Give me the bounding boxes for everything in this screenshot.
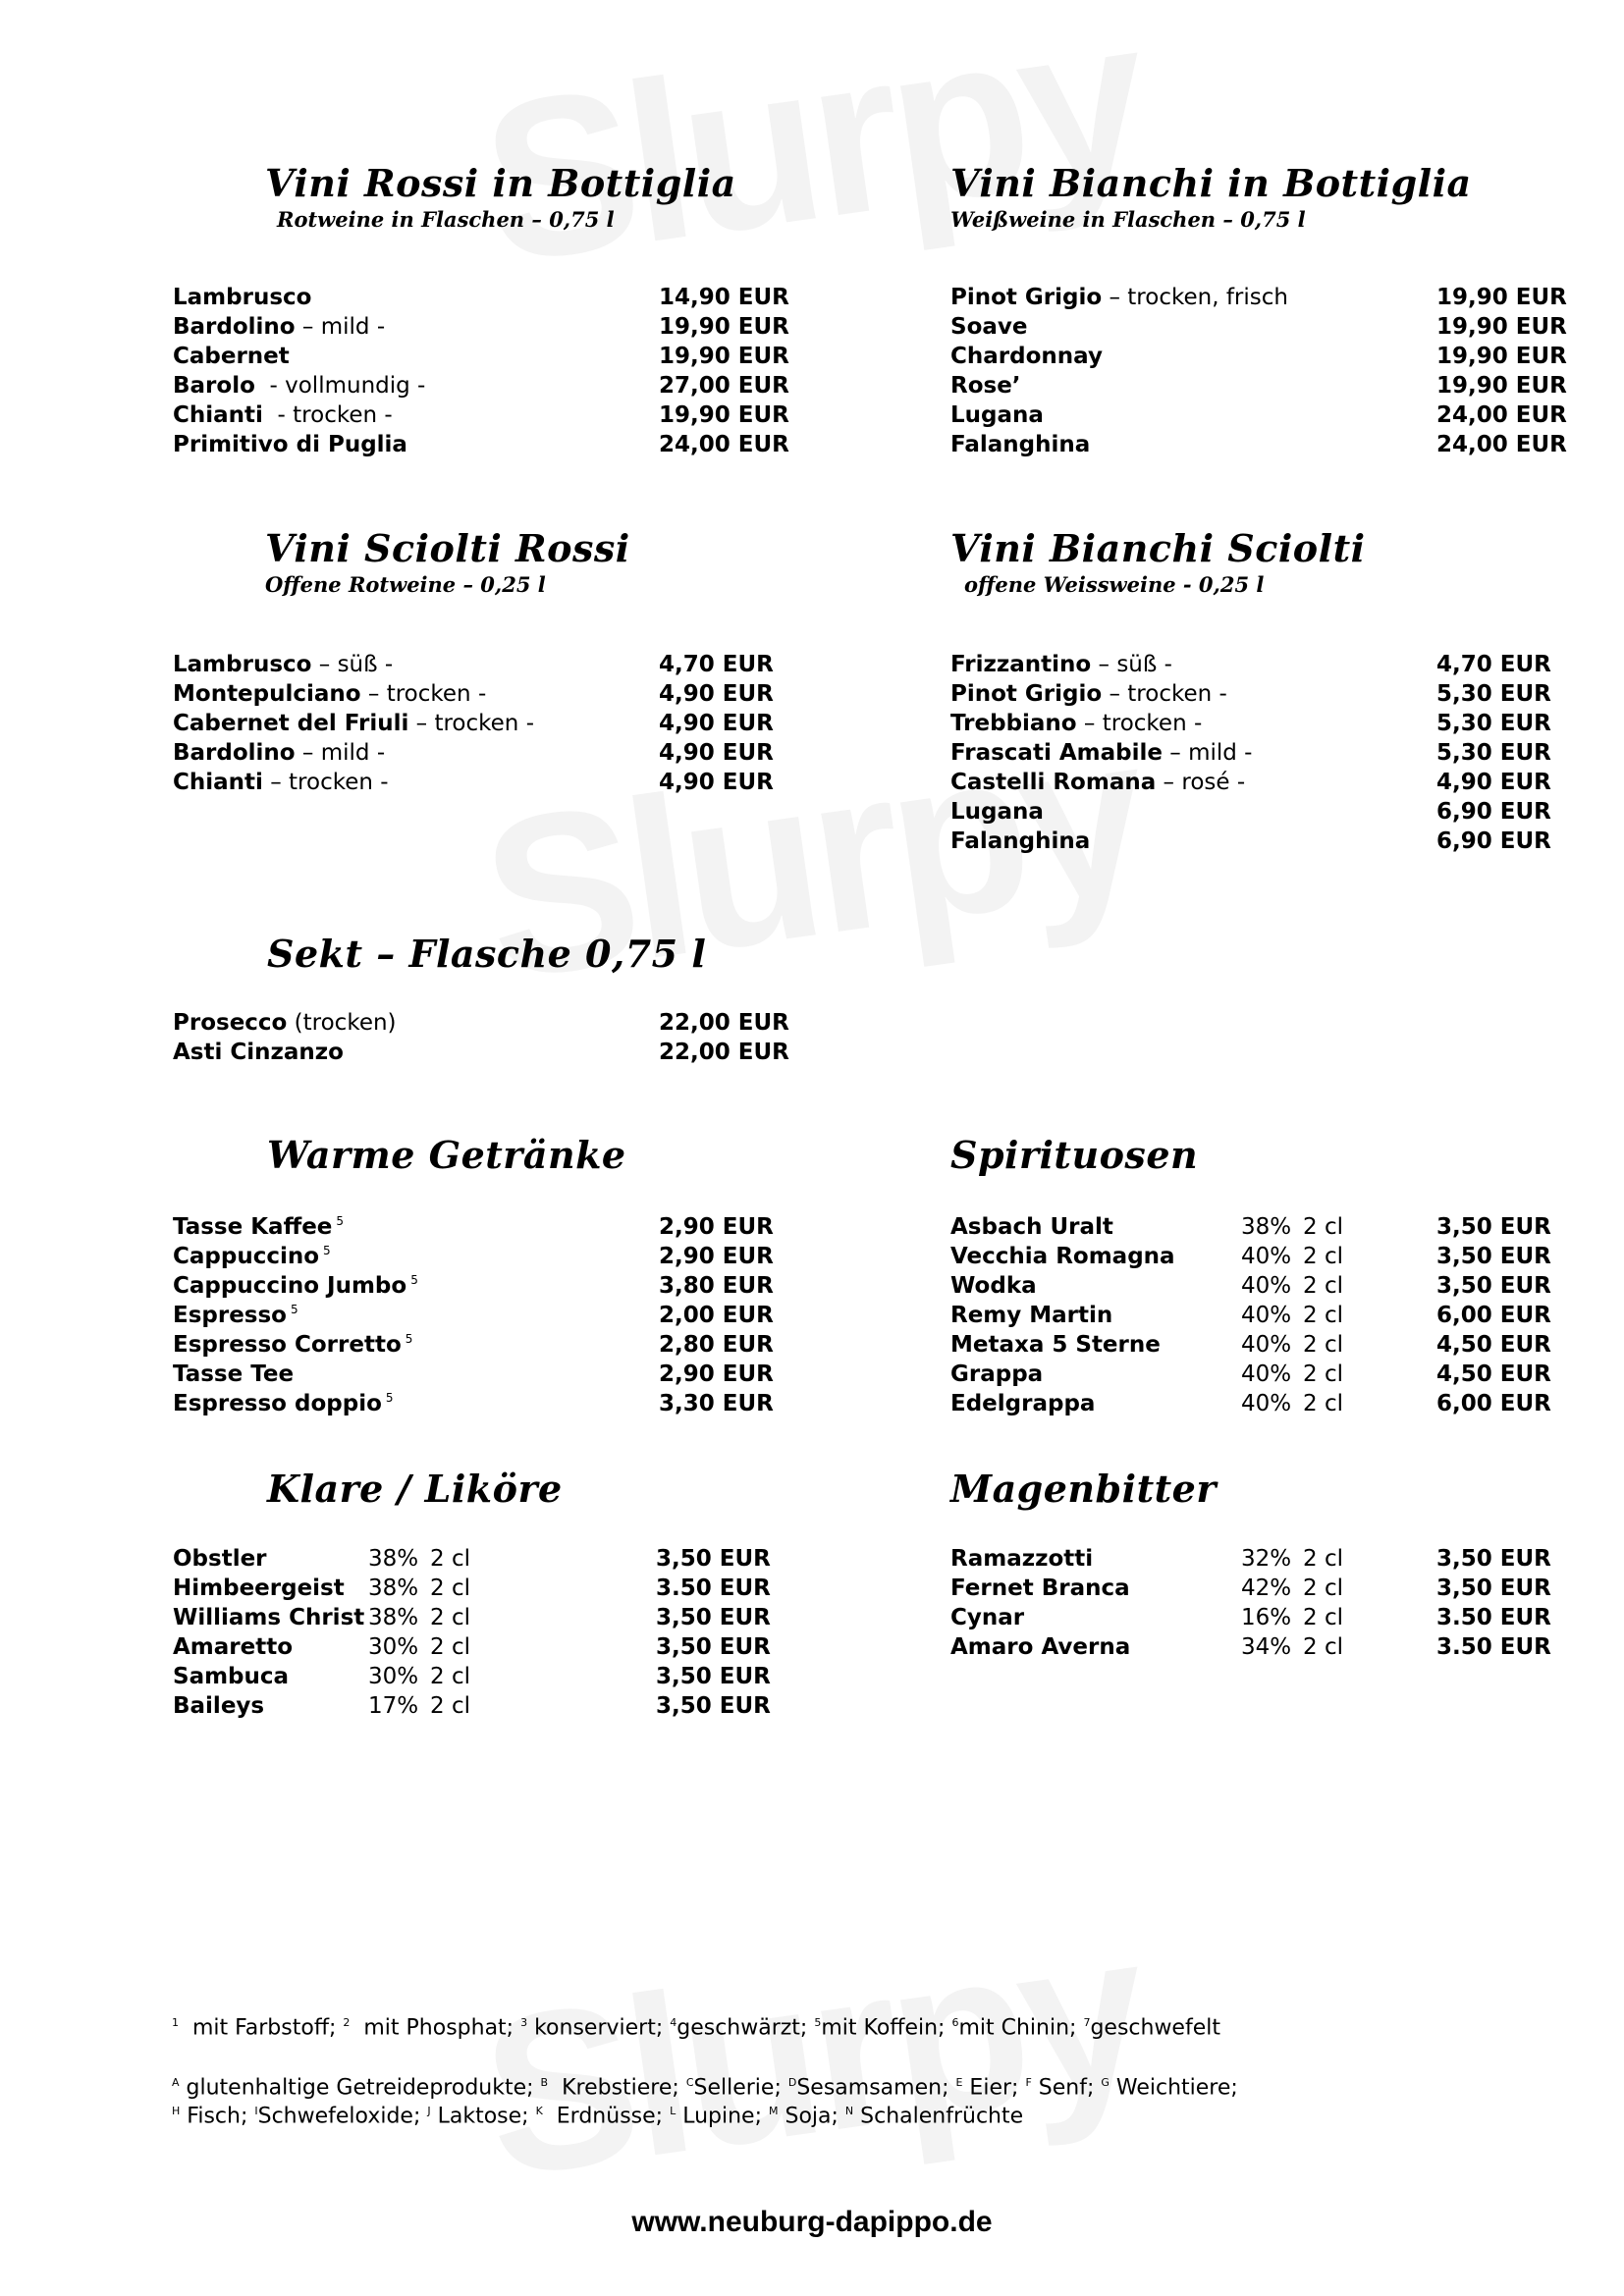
item-name: Asbach Uralt [950,1214,1113,1240]
item-price: 3.50 EUR [1436,1605,1551,1630]
footnote-marker: K [535,2105,543,2117]
item-price: 4,50 EUR [1436,1332,1551,1358]
item-name: Lugana [950,799,1044,825]
item-price: 19,90 EUR [1436,285,1567,310]
item-name: Chianti [173,770,263,795]
section-warme-header [267,1134,626,1177]
item-size: 2 cl [1303,1605,1343,1630]
footnote-allergens-2 [172,2097,1023,2130]
item-price: 2,90 EUR [659,1214,774,1240]
menu-item [950,1271,1551,1301]
item-name: Himbeergeist [173,1575,345,1601]
list-bianchi-sciolti [950,650,1551,856]
menu-item [950,283,1567,312]
footnote-marker: 4 [670,2016,677,2029]
footnote-text: mit Phosphat; [350,2015,521,2041]
list-rossi-bottiglia [173,283,789,459]
item-abv: 38% [368,1546,419,1572]
item-price: 24,00 EUR [1436,402,1567,428]
menu-item [173,1632,771,1662]
footnote-marker: J [427,2105,431,2117]
menu-item [950,709,1551,738]
menu-item [950,1301,1551,1330]
item-note: – trocken - [408,711,534,736]
section-subtitle: Weißweine in Flaschen – 0,75 l [950,207,1306,232]
item-name: Tasse Tee [173,1362,295,1387]
item-footnote-ref: 5 [405,1332,413,1346]
menu-item [173,1574,771,1603]
item-price: 4,50 EUR [1436,1362,1551,1387]
item-abv: 40% [1241,1303,1292,1328]
item-note: – trocken, frisch [1102,285,1288,310]
item-price: 3.50 EUR [1436,1634,1551,1660]
item-price: 3,50 EUR [656,1693,771,1719]
item-size: 2 cl [1303,1244,1343,1269]
menu-item [173,650,774,679]
item-note: - trocken - [262,402,393,428]
item-price: 2,90 EUR [659,1244,774,1269]
footnote-marker: 3 [520,2016,528,2029]
item-price: 22,00 EUR [659,1040,789,1065]
item-abv: 34% [1241,1634,1292,1660]
footnote-text: Weichtiere; [1109,2075,1238,2101]
item-name: Cynar [950,1605,1025,1630]
section-title: Klare / Liköre [267,1467,563,1511]
item-abv: 40% [1241,1244,1292,1269]
footnote-text: konserviert; [527,2015,671,2041]
section-title: Vini Bianchi in Bottiglia [950,161,1472,205]
footnote-marker: C [685,2076,694,2089]
item-abv: 30% [368,1634,419,1660]
footnote-text: mit Koffein; [821,2015,952,2041]
item-price: 4,90 EUR [659,681,774,707]
item-price: 4,90 EUR [659,740,774,766]
item-price: 6,00 EUR [1436,1303,1551,1328]
item-note: – süß - [1091,652,1172,677]
footnote-marker: D [787,2076,797,2089]
menu-item [950,1360,1551,1389]
item-price: 2,80 EUR [659,1332,774,1358]
item-price: 4,90 EUR [1436,770,1551,795]
item-price: 19,90 EUR [1436,373,1567,399]
list-warme [173,1212,774,1418]
menu-item [173,400,789,430]
menu-item [173,1691,771,1721]
menu-item [173,1389,774,1418]
footnote-text: Senf; [1031,2075,1102,2101]
watermark-logo [469,0,1155,314]
menu-item [173,768,774,797]
section-klare-header [267,1468,563,1511]
section-title: Vini Rossi in Bottiglia [265,161,736,205]
website-url[interactable]: www.neuburg-dapippo.de [631,2206,993,2238]
item-note: – rosé - [1156,770,1246,795]
item-abv: 40% [1241,1362,1292,1387]
section-spirituosen-header [950,1134,1198,1177]
item-name: Amaretto [173,1634,294,1660]
item-note: – trocken - [360,681,487,707]
item-name: Frizzantino [950,652,1092,677]
item-name: Ramazzotti [950,1546,1094,1572]
footnote-text: mit Farbstoff; [179,2015,344,2041]
footnote-text: Laktose; [430,2104,536,2129]
item-name: Cappuccino [173,1244,320,1269]
item-size: 2 cl [430,1546,470,1572]
item-abv: 16% [1241,1605,1292,1630]
item-name: Fernet Branca [950,1575,1130,1601]
item-price: 3,50 EUR [1436,1546,1551,1572]
item-price: 6,90 EUR [1436,828,1551,854]
section-title: Sekt – Flasche 0,75 l [267,932,707,976]
item-abv: 32% [1241,1546,1292,1572]
item-price: 3,50 EUR [1436,1273,1551,1299]
item-name: Chianti [173,402,263,428]
menu-item [950,400,1567,430]
item-size: 2 cl [1303,1575,1343,1601]
item-name: Bardolino [173,740,296,766]
footnote-marker: 1 [172,2016,179,2029]
footnote-additives [172,2008,1220,2042]
item-name: Wodka [950,1273,1037,1299]
footnote-marker: E [955,2076,963,2089]
item-note: – trocken - [1102,681,1227,707]
section-bianchi-sciolti-header [950,527,1366,598]
menu-item [950,1389,1551,1418]
menu-item [173,1301,774,1330]
item-name: Chardonnay [950,344,1103,369]
menu-item [950,312,1567,342]
item-note: – mild - [1162,740,1253,766]
section-rossi-bottiglia-header [265,162,736,233]
section-subtitle: Offene Rotweine – 0,25 l [265,572,546,597]
menu-item [173,1271,774,1301]
item-price: 3,50 EUR [1436,1244,1551,1269]
item-price: 5,30 EUR [1436,740,1551,766]
item-footnote-ref: 5 [336,1214,345,1228]
footnote-marker: 2 [343,2016,351,2029]
section-bianchi-bottiglia-header [950,162,1472,233]
menu-item [173,1360,774,1389]
item-name: Grappa [950,1362,1044,1387]
item-price: 19,90 EUR [659,402,789,428]
item-price: 4,90 EUR [659,770,774,795]
menu-item [950,679,1551,709]
item-name: Remy Martin [950,1303,1113,1328]
section-title: Vini Sciolti Rossi [265,526,630,570]
item-abv: 40% [1241,1332,1292,1358]
menu-item [173,738,774,768]
item-price: 3,50 EUR [656,1634,771,1660]
item-price: 6,00 EUR [1436,1391,1551,1416]
item-price: 19,90 EUR [1436,344,1567,369]
item-name: Falanghina [950,432,1091,457]
footnote-text: Erdnüsse; [542,2104,671,2129]
item-size: 2 cl [1303,1303,1343,1328]
item-price: 19,90 EUR [659,344,789,369]
item-name: Obstler [173,1546,267,1572]
item-price: 2,90 EUR [659,1362,774,1387]
item-abv: 38% [1241,1214,1292,1240]
item-price: 2,00 EUR [659,1303,774,1328]
item-size: 2 cl [1303,1214,1343,1240]
item-note: – süß - [311,652,394,677]
footnote-text: Schwefeloxide; [257,2104,428,2129]
item-footnote-ref: 5 [323,1244,331,1257]
item-size: 2 cl [1303,1634,1343,1660]
section-title: Warme Getränke [267,1133,626,1177]
item-name: Montepulciano [173,681,361,707]
item-size: 2 cl [430,1575,470,1601]
footnote-marker: A [172,2076,180,2089]
item-name: Bardolino [173,314,296,340]
menu-item [173,312,789,342]
item-price: 27,00 EUR [659,373,789,399]
item-footnote-ref: 5 [410,1273,418,1287]
menu-item [173,1330,774,1360]
item-note: (trocken) [287,1010,397,1036]
item-name: Lugana [950,402,1044,428]
menu-item [173,1212,774,1242]
item-note: - vollmundig - [254,373,426,399]
footnote-text: geschwärzt; [677,2015,815,2041]
menu-item [173,430,789,459]
footnote-marker: 7 [1083,2016,1091,2029]
list-sciolti-rossi [173,650,774,797]
item-name: Castelli Romana [950,770,1157,795]
item-note: – trocken - [262,770,389,795]
item-size: 2 cl [1303,1273,1343,1299]
menu-item [173,1603,771,1632]
section-subtitle: offene Weissweine - 0,25 l [964,572,1265,597]
footnote-marker: I [254,2105,258,2117]
list-klare [173,1544,771,1721]
item-abv: 17% [368,1693,419,1719]
footnote-text: Soja; [778,2104,845,2129]
menu-item [173,709,774,738]
item-name: Cappuccino Jumbo [173,1273,407,1299]
item-note: – mild - [295,740,386,766]
item-name: Espresso [173,1303,287,1328]
menu-item [173,1544,771,1574]
item-abv: 42% [1241,1575,1292,1601]
menu-item [950,650,1551,679]
list-bianchi-bottiglia [950,283,1567,459]
menu-item [950,1544,1551,1574]
item-price: 4,90 EUR [659,711,774,736]
item-name: Tasse Kaffee [173,1214,333,1240]
item-name: Espresso doppio [173,1391,382,1416]
item-price: 3,50 EUR [656,1546,771,1572]
item-price: 19,90 EUR [1436,314,1567,340]
footnote-marker: 6 [951,2016,959,2029]
item-abv: 30% [368,1664,419,1689]
menu-item [173,283,789,312]
menu-item [950,371,1567,400]
item-price: 3,50 EUR [656,1605,771,1630]
item-price: 3,50 EUR [1436,1575,1551,1601]
menu-item [173,371,789,400]
menu-item [950,1574,1551,1603]
item-name: Soave [950,314,1028,340]
item-price: 3,50 EUR [656,1664,771,1689]
item-price: 3,80 EUR [659,1273,774,1299]
section-title: Spirituosen [950,1133,1199,1177]
item-size: 2 cl [430,1664,470,1689]
footnote-text: Sesamsamen; [796,2075,956,2101]
footnote-text: Lupine; [676,2104,769,2129]
menu-item [950,768,1551,797]
section-magenbitter-header [950,1468,1217,1511]
item-name: Cabernet del Friuli [173,711,409,736]
menu-item [950,1632,1551,1662]
item-price: 6,90 EUR [1436,799,1551,825]
item-price: 22,00 EUR [659,1010,789,1036]
item-size: 2 cl [1303,1332,1343,1358]
item-size: 2 cl [430,1634,470,1660]
item-price: 5,30 EUR [1436,681,1551,707]
item-size: 2 cl [430,1693,470,1719]
item-price: 5,30 EUR [1436,711,1551,736]
menu-item [173,679,774,709]
item-name: Prosecco [173,1010,288,1036]
menu-item [950,430,1567,459]
item-size: 2 cl [1303,1546,1343,1572]
item-note: – trocken - [1076,711,1203,736]
list-magenbitter [950,1544,1551,1662]
footnote-text: Eier; [962,2075,1026,2101]
section-sciolti-rossi-header [265,527,630,598]
item-footnote-ref: 5 [291,1303,298,1316]
item-abv: 38% [368,1605,419,1630]
section-title: Vini Bianchi Sciolti [950,526,1366,570]
menu-item [173,342,789,371]
footnote-text: Schalenfrüchte [853,2104,1024,2129]
footnote-marker: G [1101,2076,1110,2089]
item-price: 3.50 EUR [656,1575,771,1601]
menu-item [950,342,1567,371]
item-price: 4,70 EUR [1436,652,1551,677]
item-abv: 40% [1241,1273,1292,1299]
item-name: Pinot Grigio [950,285,1103,310]
item-price: 24,00 EUR [1436,432,1567,457]
menu-item [173,1662,771,1691]
item-name: Barolo [173,373,255,399]
menu-item [950,1212,1551,1242]
item-note: – mild - [295,314,386,340]
item-name: Primitivo di Puglia [173,432,407,457]
item-size: 2 cl [430,1605,470,1630]
item-footnote-ref: 5 [385,1391,394,1405]
item-name: Lambrusco [173,652,312,677]
footnote-marker: N [844,2105,854,2117]
item-name: Asti Cinzanzo [173,1040,344,1065]
menu-item [950,738,1551,768]
item-size: 2 cl [1303,1362,1343,1387]
menu-item [950,827,1551,856]
item-price: 3,30 EUR [659,1391,774,1416]
item-name: Amaro Averna [950,1634,1131,1660]
item-name: Pinot Grigio [950,681,1103,707]
item-name: Edelgrappa [950,1391,1096,1416]
item-name: Baileys [173,1693,265,1719]
list-sekt [173,1008,789,1067]
section-subtitle: Rotweine in Flaschen – 0,75 l [277,207,615,232]
footnote-marker: F [1025,2076,1032,2089]
item-name: Espresso Corretto [173,1332,402,1358]
footnote-text: mit Chinin; [958,2015,1084,2041]
item-name: Williams Christ [173,1605,365,1630]
menu-item [950,797,1551,827]
menu-item [173,1008,789,1038]
item-name: Falanghina [950,828,1091,854]
section-sekt-header [267,933,706,976]
footnote-marker: 5 [814,2016,822,2029]
footnote-marker: H [172,2105,181,2117]
item-name: Sambuca [173,1664,290,1689]
footnote-text: Fisch; [180,2104,255,2129]
menu-item [950,1603,1551,1632]
item-price: 19,90 EUR [659,314,789,340]
item-name: Rose’ [950,373,1021,399]
menu-item [950,1330,1551,1360]
item-name: Lambrusco [173,285,312,310]
item-abv: 38% [368,1575,419,1601]
item-price: 3,50 EUR [1436,1214,1551,1240]
menu-item [173,1038,789,1067]
item-abv: 40% [1241,1391,1292,1416]
footnote-marker: B [540,2076,549,2089]
watermark-logo [469,1880,1155,2228]
item-price: 4,70 EUR [659,652,774,677]
section-title: Magenbitter [950,1467,1217,1511]
footnote-marker: L [670,2105,677,2117]
item-name: Frascati Amabile [950,740,1163,766]
item-name: Trebbiano [950,711,1077,736]
item-price: 14,90 EUR [659,285,789,310]
item-name: Cabernet [173,344,290,369]
item-size: 2 cl [1303,1391,1343,1416]
menu-item [173,1242,774,1271]
footnote-text: glutenhaltige Getreideprodukte; [179,2075,541,2101]
item-name: Vecchia Romagna [950,1244,1175,1269]
item-name: Metaxa 5 Sterne [950,1332,1161,1358]
footnote-text: Sellerie; [693,2075,788,2101]
footnote-text: Krebstiere; [548,2075,686,2101]
list-spirituosen [950,1212,1551,1418]
item-price: 24,00 EUR [659,432,789,457]
menu-item [950,1242,1551,1271]
footnote-marker: M [768,2105,779,2117]
footnote-text: geschwefelt [1090,2015,1220,2041]
